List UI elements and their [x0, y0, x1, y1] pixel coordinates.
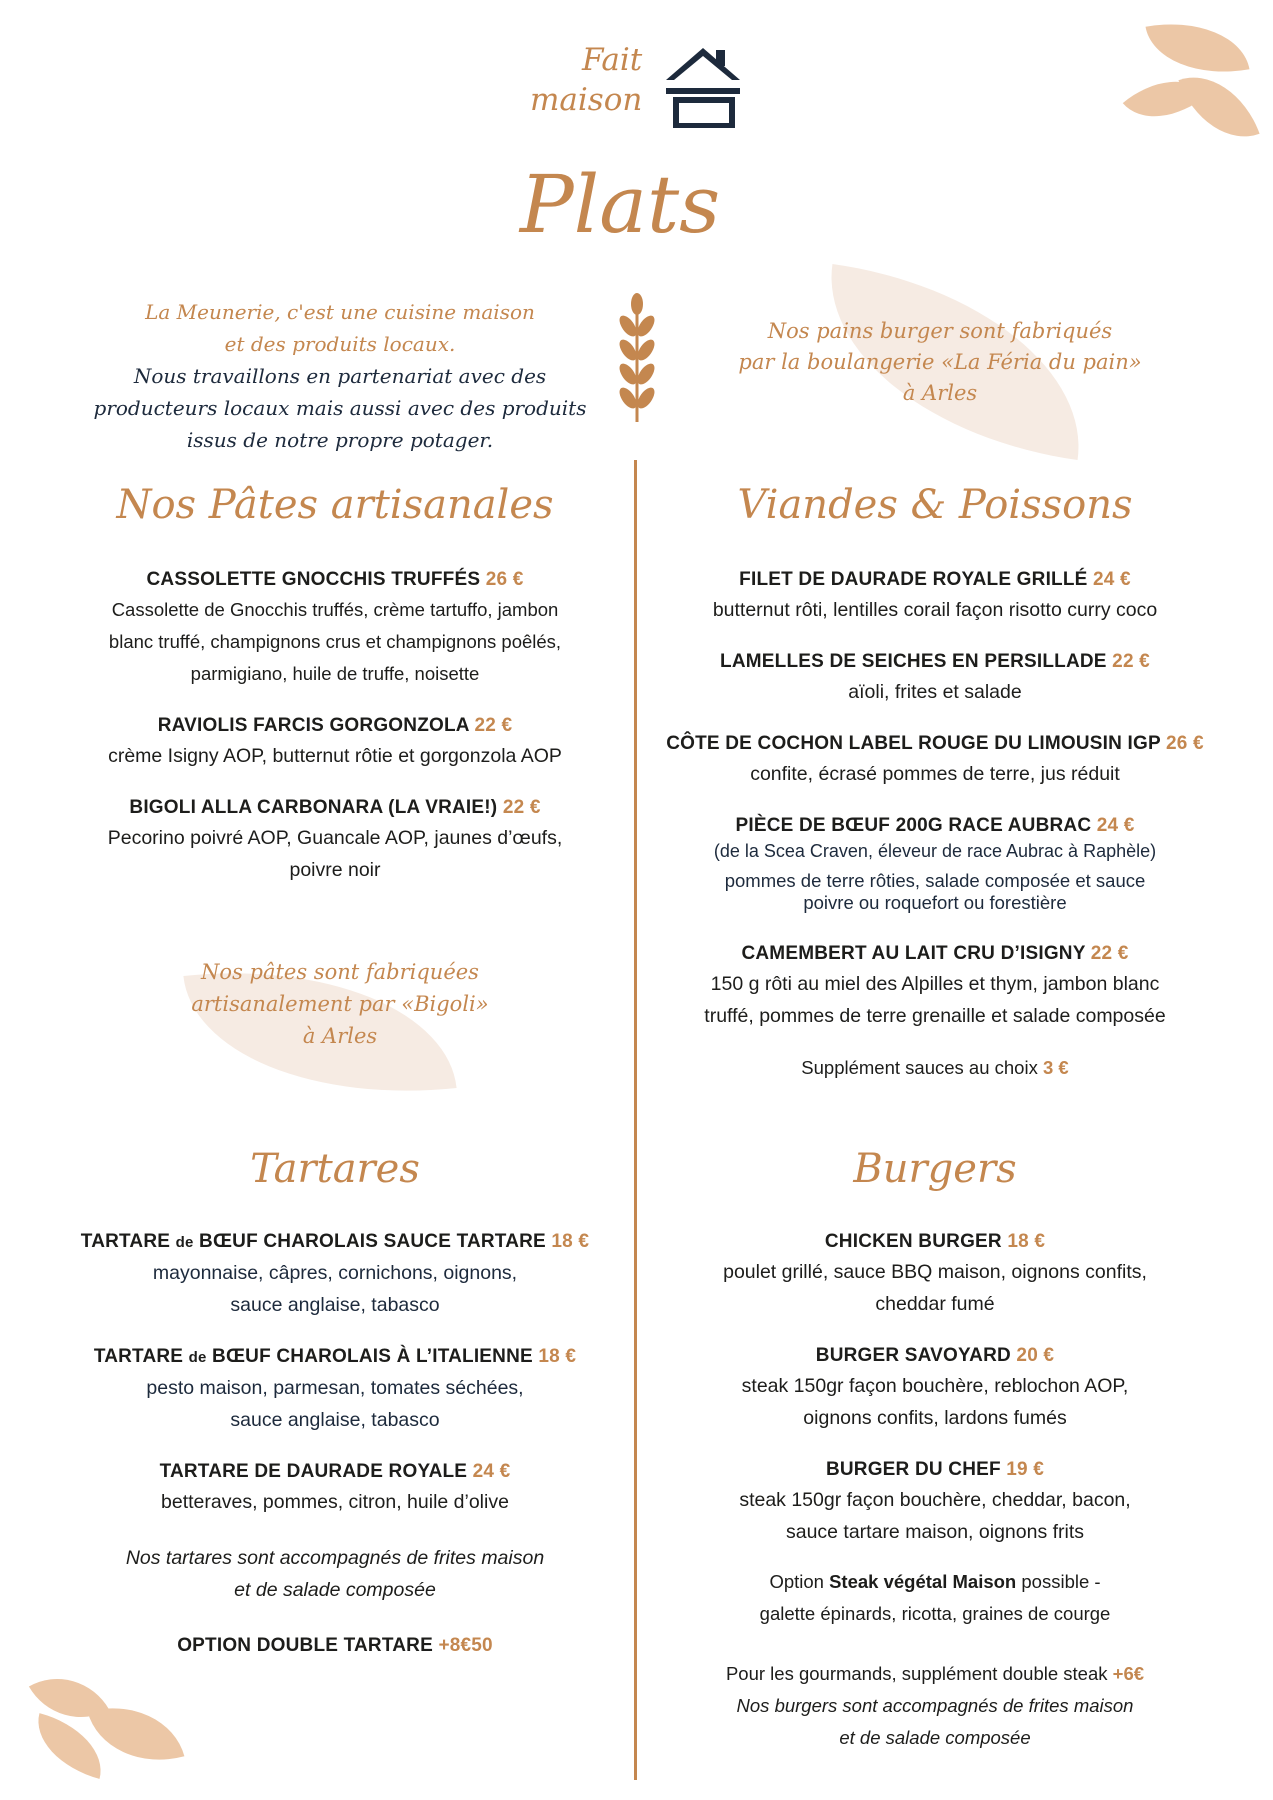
item-description-line: cheddar fumé — [875, 1293, 995, 1315]
pasta-note-line-3: à Arles — [302, 1024, 378, 1048]
item-description-line: pommes de terre rôties, salade composée et sauce — [724, 870, 1146, 891]
item-name: CÔTE DE COCHON LABEL ROUGE DU LIMOUSIN IGP — [666, 733, 1161, 754]
item-description-line: Pecorino poivré AOP, Guancale AOP, jaunes d’œufs, — [107, 827, 563, 849]
item-description-line: oignons confits, lardons fumés — [803, 1407, 1067, 1429]
fait-maison-badge-text — [530, 40, 670, 120]
item-price: 22 € — [502, 797, 541, 818]
item-price: 24 € — [1093, 569, 1131, 590]
item-name: BŒUF CHAROLAIS SAUCE TARTARE — [199, 1231, 546, 1252]
menu-item — [55, 794, 615, 886]
menu-item — [55, 712, 615, 772]
vegetarian-option — [655, 1566, 1215, 1630]
burgers-note-line: et de salade composée — [839, 1727, 1031, 1748]
sauce-supplement — [655, 1052, 1215, 1084]
item-description — [655, 594, 1215, 626]
item-price: 26 € — [1166, 733, 1204, 754]
menu-item — [55, 1228, 615, 1321]
wheat-icon — [612, 292, 662, 442]
menu-item — [655, 1228, 1215, 1320]
item-price: 18 € — [551, 1231, 590, 1252]
menu-item — [55, 1343, 615, 1436]
option-label: OPTION DOUBLE TARTARE — [177, 1635, 433, 1656]
item-description-line: confite, écrasé pommes de terre, jus réduit — [750, 763, 1120, 785]
menu-item — [655, 1342, 1215, 1434]
item-description — [55, 822, 615, 886]
item-description — [655, 1256, 1215, 1320]
item-price: 22 € — [474, 715, 513, 736]
item-price: 19 € — [1006, 1459, 1045, 1480]
item-description — [655, 758, 1215, 790]
menu-item — [655, 812, 1215, 914]
option-suffix: possible - — [1021, 1571, 1101, 1592]
tartares-list — [55, 1228, 615, 1660]
item-description-line: parmigiano, huile de truffe, noisette — [190, 663, 480, 684]
bread-note-line-2: par la boulangerie «La Féria du pain» — [738, 350, 1142, 374]
tartares-note — [55, 1542, 615, 1606]
item-description — [655, 870, 1215, 914]
item-name: BURGER DU CHEF — [825, 1459, 1001, 1480]
item-description-line: sauce tartare maison, oignons frits — [785, 1521, 1085, 1543]
item-description — [55, 1372, 615, 1436]
item-name-connector: de — [188, 1349, 207, 1366]
double-tartare-option — [55, 1632, 615, 1660]
intro-text — [60, 296, 620, 456]
option-prefix: Option — [769, 1571, 824, 1592]
burgers-note — [655, 1690, 1215, 1754]
item-price: 22 € — [1112, 651, 1150, 672]
badge-line-maison: maison — [530, 82, 643, 118]
item-description-line: pesto maison, parmesan, tomates séchées, — [146, 1377, 524, 1399]
supplement-label: Supplément sauces au choix — [801, 1057, 1038, 1078]
tartares-note-line: et de salade composée — [234, 1579, 436, 1601]
section-title-meats: Viandes & Poissons — [737, 482, 1133, 528]
intro-line-2: et des produits locaux. — [224, 332, 456, 356]
bread-note-line-1: Nos pains burger sont fabriqués — [767, 319, 1113, 343]
item-origin-note: (de la Scea Craven, éleveur de race Aubrac à Raphèle) — [713, 841, 1157, 861]
section-title-burgers: Burgers — [853, 1146, 1017, 1192]
item-name: BŒUF CHAROLAIS À L’ITALIENNE — [212, 1346, 533, 1367]
item-description — [55, 1257, 615, 1321]
intro-line-1: La Meunerie, c'est une cuisine maison — [145, 300, 535, 324]
option-highlight: Steak végétal Maison — [829, 1571, 1017, 1592]
column-divider — [634, 460, 637, 1780]
gourmand-supplement — [655, 1658, 1215, 1690]
intro-line-3: Nous travaillons en partenariat avec des — [133, 364, 547, 388]
menu-item — [655, 730, 1215, 790]
meats-list — [655, 566, 1215, 1084]
supplement-price: +6€ — [1112, 1663, 1145, 1684]
intro-line-4: producteurs locaux mais aussi avec des produits — [93, 396, 587, 420]
item-description-line: poulet grillé, sauce BBQ maison, oignons confits, — [723, 1261, 1147, 1283]
item-name: TARTARE — [93, 1346, 184, 1367]
menu-item — [655, 566, 1215, 626]
item-name: CAMEMBERT AU LAIT CRU D’ISIGNY — [741, 943, 1086, 964]
option-price: +8€50 — [438, 1635, 493, 1656]
pasta-note-line-2: artisanalement par «Bigoli» — [191, 992, 489, 1016]
menu-item — [655, 648, 1215, 708]
item-description-line: truffé, pommes de terre grenaille et salade composée — [704, 1005, 1166, 1027]
item-price: 18 € — [538, 1346, 577, 1367]
item-description — [655, 1484, 1215, 1548]
item-description-line: 150 g rôti au miel des Alpilles et thym, jambon blanc — [710, 973, 1160, 995]
item-price: 24 € — [472, 1461, 511, 1482]
item-description-line: aïoli, frites et salade — [848, 681, 1022, 703]
menu-item — [55, 566, 615, 690]
pasta-note — [80, 956, 600, 1052]
item-price: 26 € — [485, 569, 524, 590]
burgers-note-line: Nos burgers sont accompagnés de frites maison — [736, 1695, 1134, 1716]
item-name: CHICKEN BURGER — [824, 1231, 1002, 1252]
pasta-note-line-1: Nos pâtes sont fabriquées — [201, 960, 479, 984]
menu-item — [655, 940, 1215, 1032]
option-detail: galette épinards, ricotta, graines de courge — [759, 1603, 1111, 1624]
item-name-connector: de — [175, 1234, 194, 1251]
intro-line-5: issus de notre propre potager. — [186, 428, 494, 452]
section-title-tartares: Tartares — [250, 1146, 420, 1192]
item-name: BURGER SAVOYARD — [815, 1345, 1011, 1366]
item-description-line: sauce anglaise, tabasco — [230, 1409, 440, 1431]
item-description-line: poivre ou roquefort ou forestière — [803, 892, 1067, 913]
page-title: Plats — [519, 158, 721, 251]
section-title-pasta: Nos Pâtes artisanales — [116, 482, 554, 528]
menu-item — [55, 1458, 615, 1518]
house-icon — [662, 44, 744, 128]
item-description-line: butternut rôti, lentilles corail façon risotto curry coco — [712, 599, 1158, 621]
supplement-label: Pour les gourmands, supplément double steak — [725, 1663, 1108, 1684]
item-description — [55, 1486, 615, 1518]
menu-item — [655, 1456, 1215, 1548]
item-description-line: steak 150gr façon bouchère, cheddar, bacon, — [739, 1489, 1131, 1511]
item-name: TARTARE DE DAURADE ROYALE — [159, 1461, 468, 1482]
item-description-line: crème Isigny AOP, butternut rôtie et gorgonzola AOP — [108, 745, 562, 767]
item-name: PIÈCE DE BŒUF 200G RACE AUBRAC — [735, 815, 1092, 836]
item-name: BIGOLI ALLA CARBONARA (LA VRAIE!) — [129, 797, 498, 818]
item-description — [655, 676, 1215, 708]
bread-note-line-3: à Arles — [902, 381, 978, 405]
item-price: 22 € — [1090, 943, 1129, 964]
item-name: FILET DE DAURADE ROYALE GRILLÉ — [739, 569, 1088, 590]
item-name: CASSOLETTE GNOCCHIS TRUFFÉS — [146, 569, 481, 590]
item-description — [55, 740, 615, 772]
supplement-price: 3 € — [1042, 1057, 1069, 1078]
item-name: RAVIOLIS FARCIS GORGONZOLA — [157, 715, 470, 736]
item-description — [55, 594, 615, 690]
item-description-line: poivre noir — [289, 859, 381, 881]
pasta-list — [55, 566, 615, 886]
item-description — [655, 1370, 1215, 1434]
burgers-list — [655, 1228, 1215, 1754]
item-price: 24 € — [1096, 815, 1135, 836]
item-description-line: betteraves, pommes, citron, huile d’olive — [161, 1491, 509, 1513]
item-description-line: mayonnaise, câpres, cornichons, oignons, — [152, 1262, 518, 1284]
item-description — [655, 968, 1215, 1032]
item-description-line: blanc truffé, champignons crus et champignons poêlés, — [108, 631, 562, 652]
item-price: 20 € — [1016, 1345, 1055, 1366]
item-name: LAMELLES DE SEICHES EN PERSILLADE — [720, 651, 1107, 672]
item-description-line: Cassolette de Gnocchis truffés, crème tartuffo, jambon — [111, 599, 559, 620]
badge-line-fait: Fait — [582, 42, 643, 78]
item-description-line: sauce anglaise, tabasco — [230, 1294, 440, 1316]
item-description-line: steak 150gr façon bouchère, reblochon AOP, — [741, 1375, 1129, 1397]
item-name: TARTARE — [80, 1231, 171, 1252]
bread-note — [680, 316, 1200, 409]
item-price: 18 € — [1007, 1231, 1046, 1252]
tartares-note-line: Nos tartares sont accompagnés de frites maison — [125, 1547, 545, 1569]
